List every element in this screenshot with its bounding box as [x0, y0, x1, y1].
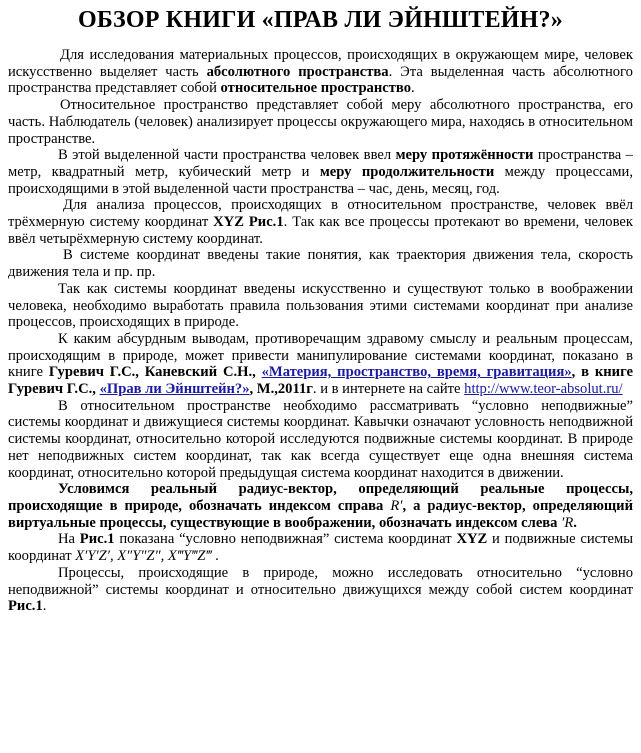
page-title: ОБЗОР КНИГИ «ПРАВ ЛИ ЭЙНШТЕЙН?» — [78, 7, 563, 33]
paragraph-10: На Рис.1 показана “условно неподвижная” система координат XYZ и подвижные системы координат X′Y′Z′, X″Y″Z″, X‴Y‴Z‴ . — [8, 531, 634, 565]
website-link[interactable]: http://www.teor-absolut.ru/ — [464, 381, 623, 398]
paragraph-11: Процессы, происходящие в природе, можно исследовать относительно “условно неподвижной” системы координат и относительно движущихся между собой систем координат Рис.1. — [8, 564, 633, 615]
paragraph-1: Для исследования материальных процессов, происходящих в окружающем мире, человек искусственно выделяет часть абсолютного пространства. Эта выделенная часть абсолютного пространства представляет собой относительное пространство. — [8, 47, 633, 97]
book-link-matter-space-time[interactable]: «Материя, пространство, время, гравитация» — [261, 364, 572, 381]
paragraph-3: В этой выделенной части пространства человек ввел меру протяжённости пространства – метр, квадратный метр, кубический метр и меру продолжительности между процессами, происходящими в этой выделенной части пространства – час, день, месяц, год. — [8, 147, 633, 197]
paragraph-8: В относительном пространстве необходимо рассматривать “условно неподвижные” системы координат и движущиеся системы координат. Кавычки означают условность неподвижной системы координат, относительно которой исследуются подвижные системы координат. В природе нет неподвижных систем координат, так как всегда существует еще одна внешняя система координат, относительно которой предыдущая система координат находится в движении. — [8, 397, 633, 481]
paragraph-5: В системе координат введены такие понятия, как траектория движения тела, скорость движения тела и пр. пр. — [8, 247, 633, 281]
paragraph-4: Для анализа процессов, происходящих в относительном пространстве, человек ввёл трёхмерную систему координат XYZ Рис.1. Так как все процессы протекают во времени, человек ввёл четырёхмерную систему координат. — [8, 197, 633, 247]
paragraph-7: К каким абсурдным выводам, противоречащим здравому смыслу и реальным процессам, происходящим в природе, может привести манипулирование системами координат, показано в книге Гуревич Г.С., Каневский С.Н., «Материя, пространство, время, гравитация», в книге Гуревич Г.С., «Прав ли Эйнштейн?», М.,2011г. и в интернете на сайте http://www.teor-absolut.ru/ — [8, 330, 633, 398]
paragraph-9: Условимся реальный радиус-вектор, определяющий реальные процессы, происходящие в природе, обозначать индексом справа R′, а радиус-вектор, определяющий виртуальные процессы, существующие в воображении, обозначать индексом слева ′R. — [8, 481, 633, 531]
paragraph-6: Так как системы координат введены искусственно и существуют только в воображении человека, необходимо выработать правила пользования этими системами координат при анализе процессов, происходящих в природе. — [8, 280, 633, 331]
paragraph-2: Относительное пространство представляет собой меру абсолютного пространства, его часть. Наблюдатель (человек) анализирует процессы окружающего мира, находясь в относительном пространстве. — [8, 97, 633, 147]
book-link-is-einstein-right[interactable]: «Прав ли Эйнштейн?» — [99, 381, 250, 398]
